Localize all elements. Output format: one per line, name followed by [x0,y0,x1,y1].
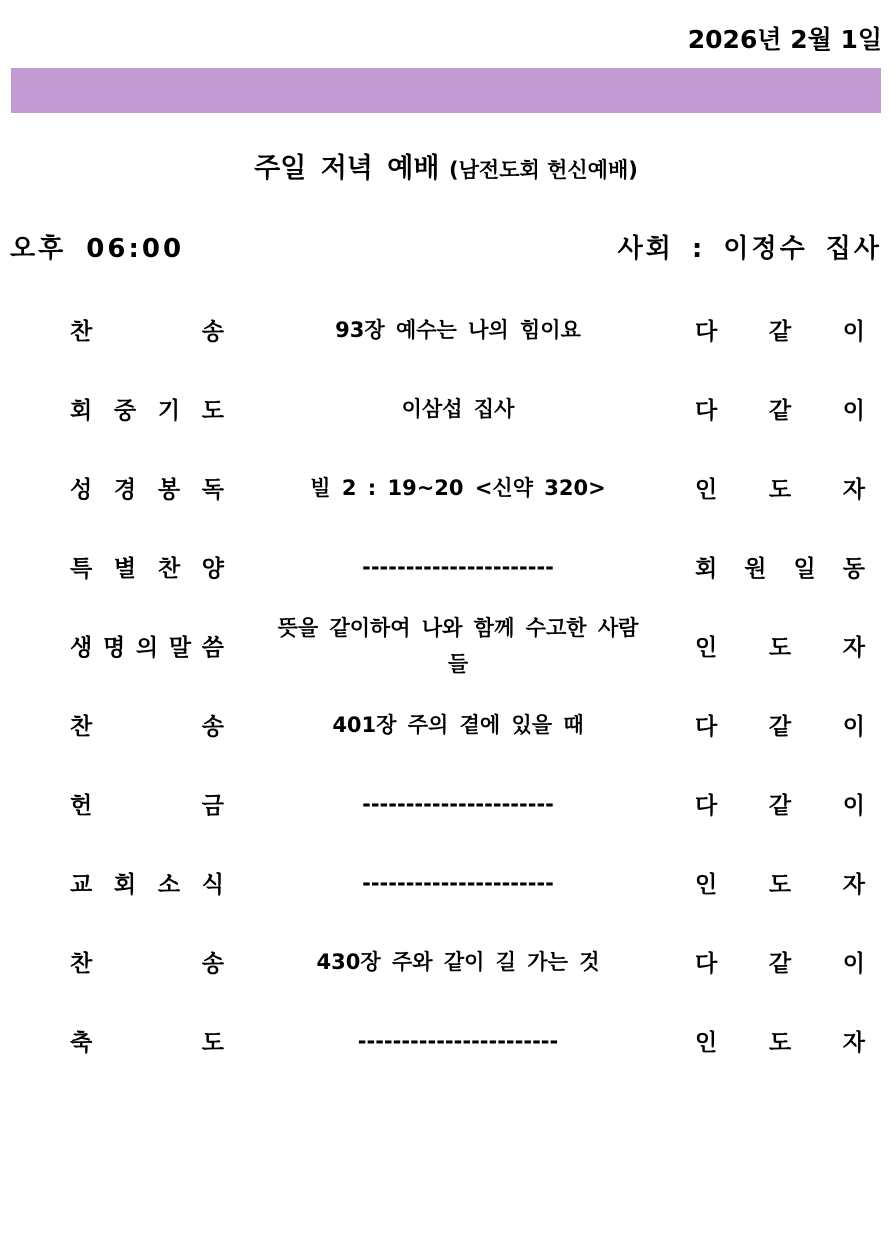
program-item-char: 교 [70,872,93,898]
program-item-char: 도 [201,1030,224,1056]
program-item-char: 경 [113,477,137,503]
program-performer-char: 인 [695,1030,718,1056]
program-performer-char: 도 [768,872,792,898]
program-item-content: ----------------------- [357,1028,559,1053]
program-performer-char: 자 [842,1030,865,1056]
program-performer-char: 인 [695,872,718,898]
program-performer-char: 자 [842,872,865,898]
program-row [0,685,892,764]
program-row [0,606,892,685]
program-item-performer [695,606,865,685]
program-performer-char: 인 [695,635,718,661]
program-performer-char: 도 [768,477,792,503]
program-item-name [70,764,224,843]
program-performer-char: 자 [842,635,865,661]
program-performer-char: 다 [695,793,718,819]
program-item-char: 의 [135,635,159,661]
program-item-name [70,685,224,764]
program-item-content: 이삼섭 집사 [401,396,515,421]
program-item-char: 생 [70,635,93,661]
program-row [0,922,892,1001]
program-item-char: 송 [201,714,224,740]
header-banner-bar [11,68,881,113]
program-performer-char: 자 [842,477,865,503]
program-item-content: ---------------------- [362,870,554,895]
program-item-performer [695,764,865,843]
program-item-char: 소 [157,872,181,898]
program-performer-char: 다 [695,951,718,977]
program-row [0,1001,892,1080]
program-item-name [70,922,224,1001]
program-item-name [70,1001,224,1080]
program-item-name [70,527,224,606]
program-performer-char: 동 [842,556,865,582]
program-performer-char: 같 [768,951,792,977]
service-leader: 사회 : 이정수 집사 [617,234,882,264]
program-row [0,290,892,369]
program-item-performer [695,448,865,527]
program-row [0,764,892,843]
program-performer-char: 이 [842,319,865,345]
program-performer-char: 이 [842,714,865,740]
program-item-performer [695,369,865,448]
program-item-char: 찬 [70,714,93,740]
program-performer-char: 원 [744,556,767,582]
program-item-char: 찬 [70,951,93,977]
program-item-char: 송 [201,951,224,977]
program-performer-char: 같 [768,714,792,740]
program-item-char: 회 [70,398,93,424]
program-item-content: 빌 2 : 19~20 <신약 320> [310,475,606,500]
program-item-char: 기 [157,398,181,424]
program-row [0,369,892,448]
program-item-content: 430장 주와 같이 길 가는 것 [316,949,600,974]
program-performer-char: 다 [695,319,718,345]
program-item-char: 특 [70,556,93,582]
program-list [0,290,892,1080]
program-item-char: 도 [201,398,224,424]
program-item-char: 헌 [70,793,93,819]
program-item-name [70,843,224,922]
program-performer-char: 도 [768,1030,792,1056]
program-item-char: 식 [201,872,224,898]
program-performer-char: 이 [842,398,865,424]
program-performer-char: 인 [695,477,718,503]
program-item-char: 금 [201,793,224,819]
program-performer-char: 같 [768,398,792,424]
program-performer-char: 도 [768,635,792,661]
program-item-performer [695,685,865,764]
program-item-char: 별 [113,556,137,582]
program-item-char: 독 [201,477,224,503]
program-performer-char: 다 [695,398,718,424]
program-performer-char: 이 [842,951,865,977]
program-performer-char: 회 [695,556,718,582]
program-item-performer [695,843,865,922]
program-item-char: 봉 [157,477,181,503]
program-item-char: 명 [102,635,126,661]
program-item-char: 양 [201,556,224,582]
program-item-performer [695,527,865,606]
program-performer-char: 다 [695,714,718,740]
service-date: 2026년 2월 1일 [687,25,882,54]
program-performer-char: 이 [842,793,865,819]
program-row [0,527,892,606]
program-performer-char: 같 [768,319,792,345]
program-item-content: ---------------------- [362,791,554,816]
program-item-content: 401장 주의 곁에 있을 때 [332,712,584,737]
program-item-char: 말 [168,635,192,661]
program-item-name [70,290,224,369]
service-title-main: 주일 저녁 예배 [254,153,440,184]
program-item-char: 찬 [157,556,181,582]
program-item-char: 중 [113,398,137,424]
program-item-char: 송 [201,319,224,345]
service-time: 오후 06:00 [10,234,185,264]
program-item-char: 찬 [70,319,93,345]
program-item-content: 93장 예수는 나의 힘이요 [335,317,581,342]
program-performer-char: 같 [768,793,792,819]
program-item-performer [695,1001,865,1080]
program-item-name [70,448,224,527]
service-title-subtitle: (남전도회 헌신예배) [449,158,638,182]
program-item-name [70,606,224,685]
program-row [0,843,892,922]
program-item-performer [695,290,865,369]
program-item-content: 뜻을 같이하여 나와 함께 수고한 사람들 [277,615,639,676]
program-item-content: ---------------------- [362,554,554,579]
program-item-char: 축 [70,1030,93,1056]
program-item-char: 씀 [201,635,224,661]
program-row [0,448,892,527]
program-item-char: 성 [70,477,93,503]
program-item-performer [695,922,865,1001]
program-item-name [70,369,224,448]
service-title [0,146,892,185]
program-performer-char: 일 [793,556,816,582]
program-item-char: 회 [113,872,137,898]
